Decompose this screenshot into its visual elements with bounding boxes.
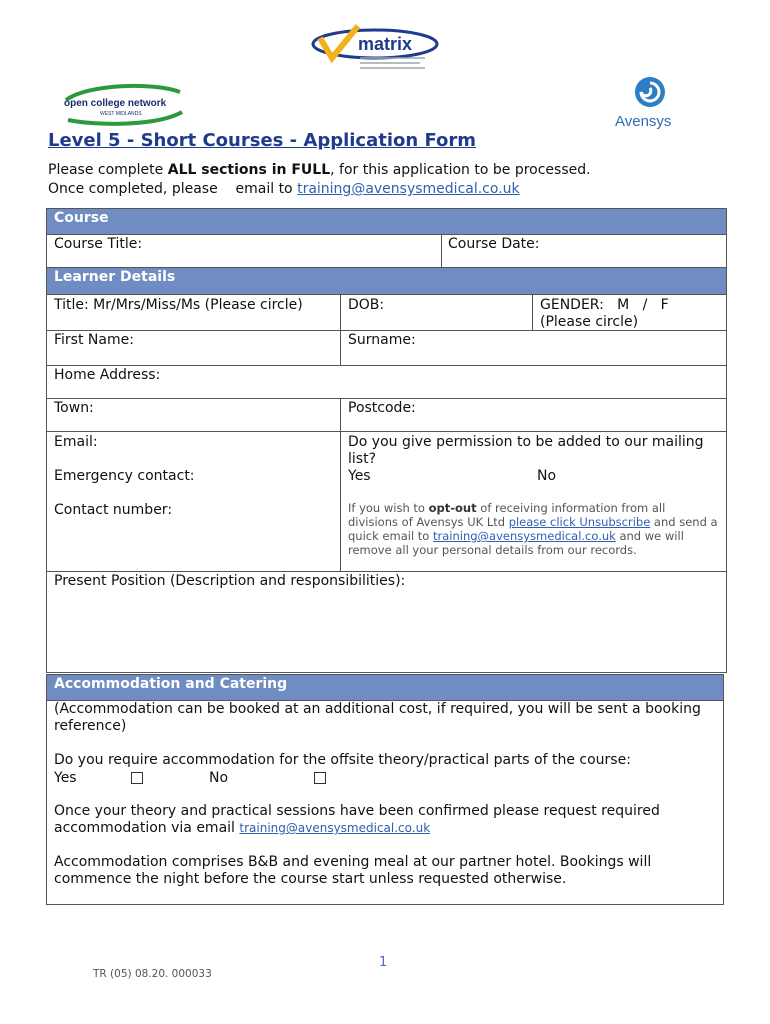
surname-field[interactable]: Surname: (348, 332, 416, 348)
accommodation-request-text: Once your theory and practical sessions have been confirmed please request required accommodation via email (54, 803, 660, 836)
avensys-logo-text: Avensys (615, 113, 672, 130)
divider (532, 294, 533, 330)
intro-emphasis: ALL sections in FULL (167, 162, 331, 178)
mailing-yes-option[interactable]: Yes (348, 468, 371, 484)
form-title: Level 5 - Short Courses - Application Form (48, 130, 477, 151)
checkbox-icon[interactable] (314, 772, 326, 784)
avensys-logo (612, 74, 688, 130)
accommodation-yes-label: Yes (54, 770, 77, 786)
ocn-logo (58, 82, 188, 126)
mailing-list-question: Do you give permission to be added to our mailing list? (348, 434, 704, 467)
intro-text: Once completed, please email to (48, 181, 298, 197)
contact-number-field[interactable]: Contact number: (54, 502, 173, 518)
ocn-logo-text: open college network (64, 98, 167, 109)
mailing-no-option[interactable]: No (537, 468, 557, 484)
present-position-field[interactable]: Present Position (Description and responsibilities): (54, 573, 406, 589)
intro-email-link[interactable]: training@avensysmedical.co.uk (297, 181, 520, 197)
opt-out-emphasis: opt-out (428, 501, 477, 515)
checkbox-icon[interactable] (131, 772, 143, 784)
divider (46, 398, 727, 399)
course-date-field[interactable]: Course Date: (448, 236, 540, 252)
emergency-contact-field[interactable]: Emergency contact: (54, 468, 195, 484)
opt-out-text: If you wish to (348, 501, 429, 515)
matrix-logo (300, 20, 455, 84)
dob-field[interactable]: DOB: (348, 297, 385, 313)
intro-line-1 (48, 161, 591, 180)
intro-line-2 (48, 180, 520, 199)
opt-out-notice (348, 501, 718, 557)
accommodation-section-header: Accommodation and Catering (46, 674, 724, 701)
page-number: 1 (379, 955, 388, 970)
intro-text: , for this application to be processed. (330, 162, 591, 178)
opt-out-text: and we will remove all your personal details from our records. (348, 529, 684, 557)
postcode-field[interactable]: Postcode: (348, 400, 416, 416)
course-row (46, 234, 727, 268)
accommodation-cost-note: (Accommodation can be booked at an additional cost, if required, you will be sent a booking reference) (54, 701, 701, 734)
unsubscribe-link[interactable]: please click Unsubscribe (508, 515, 651, 529)
opt-out-email-link[interactable]: training@avensysmedical.co.uk (433, 529, 616, 543)
divider (46, 571, 727, 572)
divider (340, 398, 341, 571)
matrix-logo-text: matrix (358, 34, 413, 54)
divider (441, 234, 442, 268)
email-field[interactable]: Email: (54, 434, 98, 450)
accommodation-question: Do you require accommodation for the offsite theory/practical parts of the course: (54, 752, 631, 768)
divider (46, 431, 727, 432)
course-title-field[interactable]: Course Title: (54, 236, 143, 252)
opt-out-text: and send a quick email to (348, 515, 718, 543)
accommodation-no-checkbox[interactable] (314, 770, 326, 787)
intro-text: Please complete (48, 162, 168, 178)
first-name-field[interactable]: First Name: (54, 332, 134, 348)
document-reference: TR (05) 08.20. 000033 (93, 968, 212, 980)
town-field[interactable]: Town: (54, 400, 94, 416)
gender-note: (Please circle) (540, 314, 639, 330)
accommodation-details: Accommodation comprises B&B and evening meal at our partner hotel. Bookings will commence the night before the course start unless requested otherwise. (54, 854, 652, 887)
accommodation-yes-checkbox[interactable] (131, 770, 143, 787)
accommodation-request-note (54, 803, 718, 837)
accommodation-no-label: No (209, 770, 229, 786)
course-section-header: Course (46, 208, 727, 235)
accommodation-email-link[interactable]: training@avensysmedical.co.uk (239, 821, 431, 835)
ocn-logo-subtext: WEST MIDLANDS (100, 111, 142, 117)
home-address-field[interactable]: Home Address: (54, 367, 161, 383)
divider (46, 365, 727, 366)
gender-field[interactable]: GENDER: M / F (540, 297, 669, 313)
opt-out-text: of receiving information from all divisions of Avensys UK Ltd (348, 501, 666, 529)
learner-section-header: Learner Details (46, 267, 727, 295)
divider (340, 294, 341, 365)
title-field[interactable]: Title: Mr/Mrs/Miss/Ms (Please circle) (54, 297, 303, 313)
